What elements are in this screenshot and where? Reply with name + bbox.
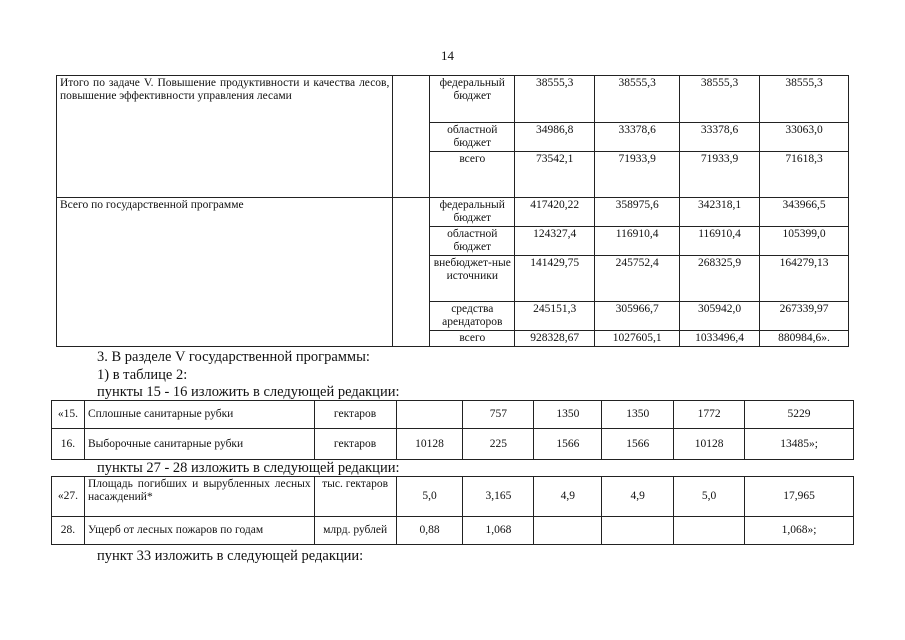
funding-source: всего	[430, 331, 515, 347]
instruction-paragraph: пункт 33 изложить в следующей редакции:	[97, 548, 364, 564]
table-row: 16. Выборочные санитарные рубки гектаров 10128 225 1566 1566 10128 13485»;	[52, 429, 854, 460]
funding-source: средства арендаторов	[430, 302, 515, 331]
program-total-label: Всего по государственной программе	[57, 198, 393, 347]
page-number: 14	[441, 48, 454, 63]
table-row: областной бюджет 124327,4 116910,4 116910,4 105399,0	[57, 227, 849, 256]
table-row: всего 73542,1 71933,9 71933,9 71618,3	[57, 152, 849, 198]
table-row: «27. Площадь погибших и вырубленных лесных насаждений* тыс. гектаров 5,0 3,165 4,9 4,9 5,0 17,965	[52, 477, 854, 517]
funding-source: всего	[430, 152, 515, 198]
table-row: Всего по государственной программе федеральный бюджет 417420,22 358975,6 342318,1 343966,5	[57, 198, 849, 227]
table-row: всего 928328,67 1027605,1 1033496,4 880984,6».	[57, 331, 849, 347]
indicators-table-15-16	[51, 400, 854, 460]
task-total-label: Итого по задаче V. Повышение продуктивности и качества лесов, повышение эффективности управления лесами	[57, 76, 393, 198]
funding-source: внебюджет-ные источники	[430, 256, 515, 302]
table-row: средства арендаторов 245151,3 305966,7 305942,0 267339,97	[57, 302, 849, 331]
section-paragraph: 3. В разделе V государственной программы:	[97, 349, 370, 365]
funding-source: федеральный бюджет	[430, 198, 515, 227]
table-row: 28. Ущерб от лесных пожаров по годам млрд. рублей 0,88 1,068 1,068»;	[52, 517, 854, 545]
funding-source: областной бюджет	[430, 227, 515, 256]
subsection-paragraph: 1) в таблице 2:	[97, 367, 188, 383]
instruction-paragraph: пункты 15 - 16 изложить в следующей редакции:	[97, 384, 400, 400]
table-row: «15. Сплошные санитарные рубки гектаров 757 1350 1350 1772 5229	[52, 401, 854, 429]
table-row: областной бюджет 34986,8 33378,6 33378,6 33063,0	[57, 123, 849, 152]
indicators-table-27-28	[51, 476, 854, 545]
instruction-paragraph: пункты 27 - 28 изложить в следующей редакции:	[97, 460, 400, 476]
funding-source: областной бюджет	[430, 123, 515, 152]
funding-table	[56, 75, 849, 347]
table-row: Итого по задаче V. Повышение продуктивности и качества лесов, повышение эффективности управления лесами федеральный бюджет 38555,3 38555,3 38555,3 38555,3	[57, 76, 849, 123]
table-row: внебюджет-ные источники 141429,75 245752,4 268325,9 164279,13	[57, 256, 849, 302]
funding-source: федеральный бюджет	[430, 76, 515, 123]
